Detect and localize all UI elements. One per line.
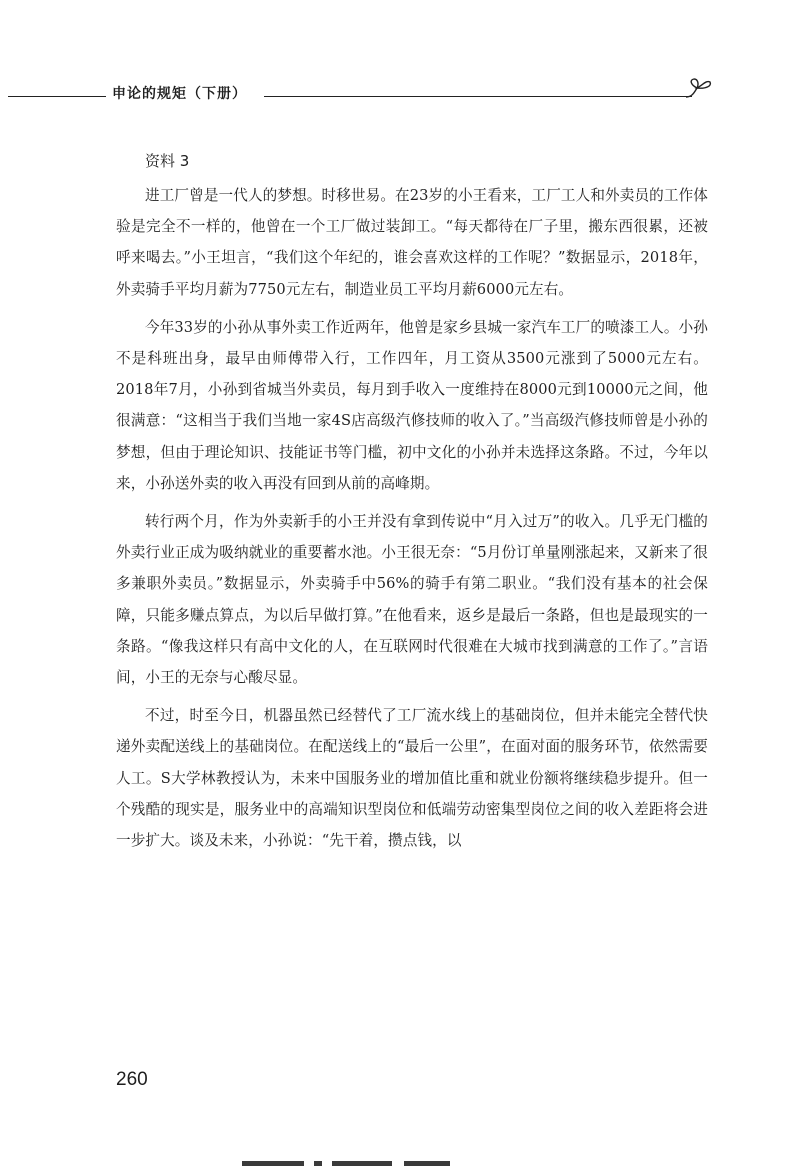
cropped-footer-artifact	[242, 1150, 470, 1169]
paragraph-1: 进工厂曾是一代人的梦想。时移世易。在23岁的小王看来，工厂工人和外卖员的工作体验是完全不一样的，他曾在一个工厂做过装卸工。“每天都待在厂子里，搬东西很累，还被呼来喝去。”小王坦言，“我们这个年纪的，谁会喜欢这样的工作呢？”数据显示，2018年，外卖骑手平均月薪为7750元左右，制造业员工平均月薪6000元左右。	[116, 187, 708, 298]
sprout-ornament-icon	[682, 76, 716, 104]
running-header	[0, 76, 800, 106]
header-rule-right	[264, 96, 692, 97]
paragraph-2: 今年33岁的小孙从事外卖工作近两年，他曾是家乡县城一家汽车工厂的喷漆工人。小孙不是科班出身，最早由师傅带入行，工作四年，月工资从3500元涨到了5000元左右。2018年7月，小孙到省城当外卖员，每月到手收入一度维持在8000元到10000元之间，他很满意：“这相当于我们当地一家4S店高级汽修技师的收入了。”当高级汽修技师曾是小孙的梦想，但由于理论知识、技能证书等门槛，初中文化的小孙并未选择这条路。不过，今年以来，小孙送外卖的收入再没有回到从前的高峰期。	[116, 318, 708, 492]
paragraph-3: 转行两个月，作为外卖新手的小王并没有拿到传说中“月入过万”的收入。几乎无门槛的外卖行业正成为吸纳就业的重要蓄水池。小王很无奈：“5月份订单量刚涨起来，又新来了很多兼职外卖员。”数据显示，外卖骑手中56%的骑手有第二职业。“我们没有基本的社会保障，只能多赚点算点，为以后早做打算。”在他看来，返乡是最后一条路，但也是最现实的一条路。“像我这样只有高中文化的人，在互联网时代很难在大城市找到满意的工作了。”言语间，小王的无奈与心酸尽显。	[116, 513, 708, 687]
book-title: 申论的规矩（下册）	[112, 86, 247, 102]
page-number: 260	[116, 1069, 148, 1090]
material-label: 资料 3	[145, 152, 190, 170]
paragraph-4: 不过，时至今日，机器虽然已经替代了工厂流水线上的基础岗位，但并未能完全替代快递外卖配送线上的基础岗位。在配送线上的“最后一公里”，在面对面的服务环节，依然需要人工。S大学林教授认为，未来中国服务业的增加值比重和就业份额将继续稳步提升。但一个残酷的现实是，服务业中的高端知识型岗位和低端劳动密集型岗位之间的收入差距将会进一步扩大。谈及未来，小孙说：“先干着，攒点钱，以	[116, 707, 708, 850]
main-text	[116, 146, 708, 863]
header-rule-left	[8, 96, 106, 97]
